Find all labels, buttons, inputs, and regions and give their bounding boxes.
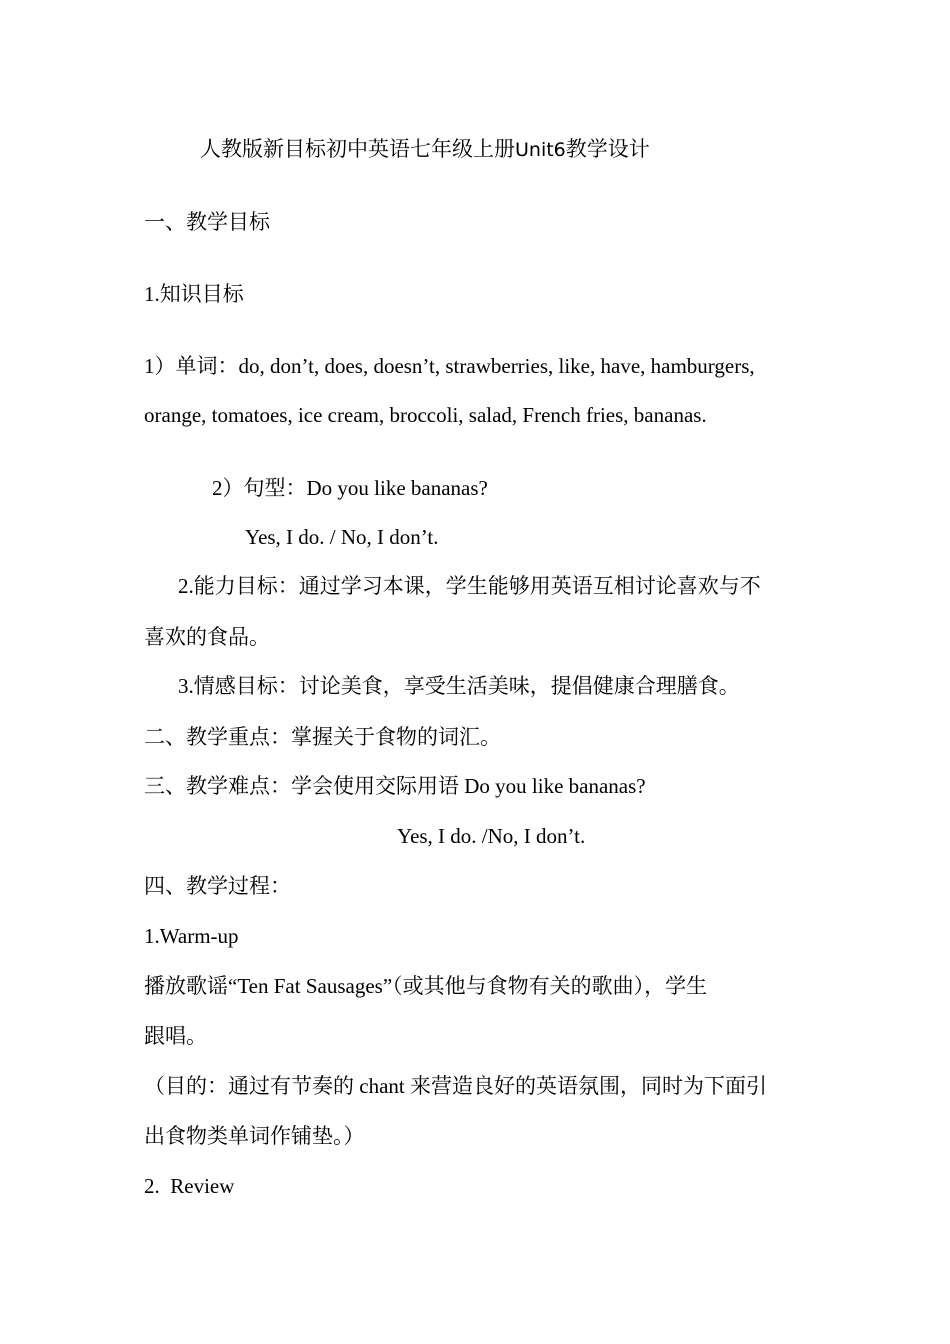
purpose-line-2: 出食物类单词作铺垫。） <box>144 1124 365 1148</box>
vocabulary-line-1: 1）单词：do, don’t, does, doesn’t, strawberries, like, have, hamburgers, <box>144 354 755 378</box>
section-3-difficulties-line-2: Yes, I do. /No, I don’t. <box>397 824 586 848</box>
title-suffix: 教学设计 <box>565 137 650 161</box>
title-unit: Unit6 <box>515 139 566 161</box>
section-3-difficulties-line-1: 三、教学难点：学会使用交际用语 Do you like bananas? <box>144 774 646 798</box>
sentence-pattern-line-2: Yes, I do. / No, I don’t. <box>245 525 439 549</box>
affective-objective: 3.情感目标：讨论美食，享受生活美味，提倡健康合理膳食。 <box>178 674 740 698</box>
step-1-heading: 1.Warm-up <box>144 924 239 948</box>
title-prefix: 人教版新目标初中英语七年级上册 <box>200 137 515 161</box>
vocabulary-line-2: orange, tomatoes, ice cream, broccoli, salad, French fries, bananas. <box>144 403 707 427</box>
document-title <box>200 139 650 160</box>
section-1-heading: 一、教学目标 <box>144 210 270 234</box>
section-2-key-points: 二、教学重点：掌握关于食物的词汇。 <box>144 725 501 749</box>
section-4-heading: 四、教学过程： <box>144 874 291 898</box>
sentence-pattern-line-1: 2）句型：Do you like bananas? <box>212 476 488 500</box>
step-2-heading: 2. Review <box>144 1174 235 1198</box>
warmup-line-2: 跟唱。 <box>144 1024 207 1048</box>
objective-1-heading: 1.知识目标 <box>144 282 244 306</box>
warmup-line-1: 播放歌谣“Ten Fat Sausages”（或其他与食物有关的歌曲），学生 <box>144 974 708 998</box>
ability-objective-line-1: 2.能力目标：通过学习本课，学生能够用英语互相讨论喜欢与不 <box>178 574 761 598</box>
purpose-line-1: （目的：通过有节奏的 chant 来营造良好的英语氛围，同时为下面引 <box>144 1074 767 1098</box>
ability-objective-line-2: 喜欢的食品。 <box>144 625 270 649</box>
